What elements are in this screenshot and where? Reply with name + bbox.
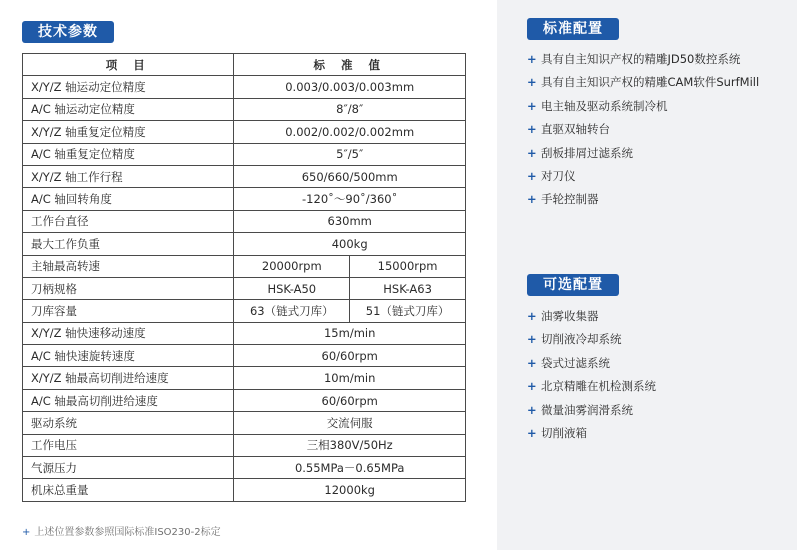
spec-value: 15000rpm bbox=[350, 255, 466, 277]
list-item bbox=[527, 95, 759, 118]
list-item bbox=[527, 118, 759, 141]
table-row bbox=[23, 277, 466, 299]
plus-icon: + bbox=[527, 379, 537, 394]
list-item bbox=[527, 352, 656, 375]
plus-icon: + bbox=[527, 402, 537, 417]
spec-name: A/C 轴最高切削进给速度 bbox=[23, 389, 234, 411]
standard-config-list bbox=[527, 48, 759, 212]
table-row bbox=[23, 389, 466, 411]
spec-value: 三相380V/50Hz bbox=[234, 434, 466, 456]
list-item-label: 刮板排屑过滤系统 bbox=[541, 145, 633, 160]
spec-name: A/C 轴快速旋转速度 bbox=[23, 345, 234, 367]
spec-name: 工作电压 bbox=[23, 434, 234, 456]
list-item bbox=[527, 399, 656, 422]
spec-value: 63（链式刀库） bbox=[234, 300, 350, 322]
list-item-label: 电主轴及驱动系统制冷机 bbox=[541, 98, 668, 113]
table-row bbox=[23, 345, 466, 367]
spec-name: X/Y/Z 轴重复定位精度 bbox=[23, 121, 234, 143]
list-item bbox=[527, 71, 759, 94]
spec-name: 刀柄规格 bbox=[23, 277, 234, 299]
tech-spec-title: 技术参数 bbox=[22, 21, 114, 43]
list-item-label: 微量油雾润滑系统 bbox=[541, 402, 633, 417]
spec-value: 0.002/0.002/0.002mm bbox=[234, 121, 466, 143]
spec-value: 650/660/500mm bbox=[234, 165, 466, 187]
list-item bbox=[527, 142, 759, 165]
optional-config-title: 可选配置 bbox=[527, 274, 619, 296]
table-row bbox=[23, 121, 466, 143]
spec-name: 气源压力 bbox=[23, 457, 234, 479]
table-row bbox=[23, 300, 466, 322]
header-value: 标 准 值 bbox=[234, 54, 466, 76]
list-item bbox=[527, 422, 656, 445]
spec-value: 0.003/0.003/0.003mm bbox=[234, 76, 466, 98]
list-item bbox=[527, 375, 656, 398]
spec-value: 630mm bbox=[234, 210, 466, 232]
spec-name: 工作台直径 bbox=[23, 210, 234, 232]
plus-icon: + bbox=[527, 52, 537, 66]
spec-value: 0.55MPa－0.65MPa bbox=[234, 457, 466, 479]
plus-icon: + bbox=[527, 122, 537, 137]
spec-value: HSK-A50 bbox=[234, 277, 350, 299]
plus-icon: + bbox=[527, 355, 537, 370]
spec-name: 刀库容量 bbox=[23, 300, 234, 322]
list-item bbox=[527, 48, 759, 71]
footnote-text: 上述位置参数参照国际标准ISO230-2标定 bbox=[34, 527, 221, 538]
plus-icon: + bbox=[527, 309, 537, 323]
footnote bbox=[22, 523, 221, 538]
spec-value: 60/60rpm bbox=[234, 345, 466, 367]
spec-value: 60/60rpm bbox=[234, 389, 466, 411]
plus-icon: + bbox=[527, 75, 537, 90]
list-item bbox=[527, 165, 759, 188]
plus-icon: + bbox=[527, 425, 537, 440]
spec-value: 交流伺服 bbox=[234, 412, 466, 434]
table-row bbox=[23, 98, 466, 120]
spec-name: X/Y/Z 轴运动定位精度 bbox=[23, 76, 234, 98]
plus-icon: + bbox=[527, 98, 537, 113]
spec-value: 51（链式刀库） bbox=[350, 300, 466, 322]
spec-name: 机床总重量 bbox=[23, 479, 234, 501]
header-item: 项 目 bbox=[23, 54, 234, 76]
table-row bbox=[23, 412, 466, 434]
table-row bbox=[23, 457, 466, 479]
spec-header-row bbox=[23, 54, 466, 76]
plus-icon: + bbox=[22, 527, 31, 538]
plus-icon: + bbox=[527, 168, 537, 183]
spec-name: 主轴最高转速 bbox=[23, 255, 234, 277]
table-row bbox=[23, 165, 466, 187]
plus-icon: + bbox=[527, 145, 537, 160]
spec-value: 12000kg bbox=[234, 479, 466, 501]
table-row bbox=[23, 76, 466, 98]
list-item-label: 北京精雕在机检测系统 bbox=[541, 379, 656, 394]
table-row bbox=[23, 210, 466, 232]
list-item-label: 具有自主知识产权的精雕JD50数控系统 bbox=[541, 52, 741, 66]
list-item-label: 切削液箱 bbox=[541, 425, 587, 440]
spec-value: 20000rpm bbox=[234, 255, 350, 277]
plus-icon: + bbox=[527, 192, 537, 207]
list-item-label: 具有自主知识产权的精雕CAM软件SurfMill bbox=[541, 75, 760, 90]
table-row bbox=[23, 367, 466, 389]
list-item bbox=[527, 328, 656, 351]
spec-name: X/Y/Z 轴快速移动速度 bbox=[23, 322, 234, 344]
list-item-label: 袋式过滤系统 bbox=[541, 355, 610, 370]
optional-config-list bbox=[527, 305, 656, 445]
spec-name: A/C 轴回转角度 bbox=[23, 188, 234, 210]
list-item-label: 对刀仪 bbox=[541, 168, 576, 183]
spec-name: 最大工作负重 bbox=[23, 233, 234, 255]
plus-icon: + bbox=[527, 332, 537, 347]
table-row bbox=[23, 322, 466, 344]
standard-config-title: 标准配置 bbox=[527, 18, 619, 40]
table-row bbox=[23, 434, 466, 456]
list-item-label: 直驱双轴转台 bbox=[541, 122, 610, 137]
table-row bbox=[23, 143, 466, 165]
spec-value: HSK-A63 bbox=[350, 277, 466, 299]
spec-value: 400kg bbox=[234, 233, 466, 255]
spec-value: 5″/5″ bbox=[234, 143, 466, 165]
spec-name: 驱动系统 bbox=[23, 412, 234, 434]
spec-value: 8″/8″ bbox=[234, 98, 466, 120]
spec-name: A/C 轴运动定位精度 bbox=[23, 98, 234, 120]
spec-name: X/Y/Z 轴最高切削进给速度 bbox=[23, 367, 234, 389]
table-row bbox=[23, 479, 466, 501]
spec-name: A/C 轴重复定位精度 bbox=[23, 143, 234, 165]
list-item-label: 切削液冷却系统 bbox=[541, 332, 622, 347]
list-item-label: 油雾收集器 bbox=[541, 309, 599, 323]
table-row bbox=[23, 255, 466, 277]
spec-table bbox=[22, 53, 466, 502]
spec-name: X/Y/Z 轴工作行程 bbox=[23, 165, 234, 187]
table-row bbox=[23, 233, 466, 255]
list-item bbox=[527, 188, 759, 211]
list-item bbox=[527, 305, 656, 328]
list-item-label: 手轮控制器 bbox=[541, 192, 599, 207]
spec-value: 15m/min bbox=[234, 322, 466, 344]
spec-value: -120˚～90˚/360˚ bbox=[234, 188, 466, 210]
spec-value: 10m/min bbox=[234, 367, 466, 389]
table-row bbox=[23, 188, 466, 210]
